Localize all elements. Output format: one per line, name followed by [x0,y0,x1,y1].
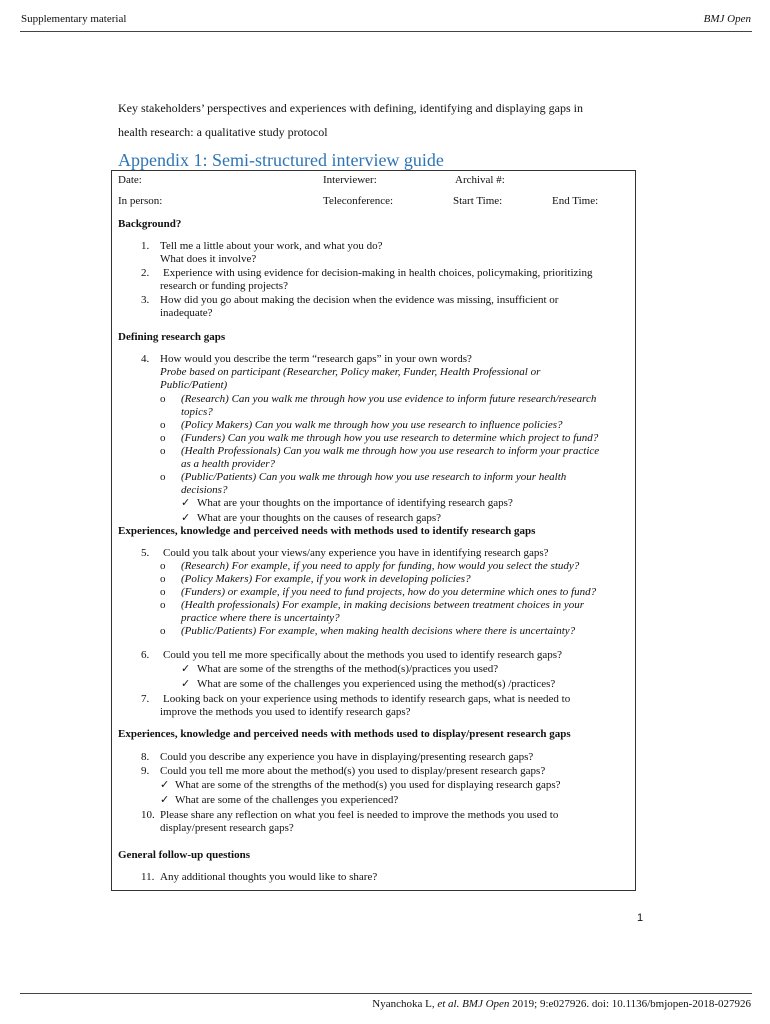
question-text: Any additional thoughts you would like to share? [160,871,378,883]
bullet-marker: o [160,393,166,405]
sub-question-text: (Funders) Can you walk me through how you use research to determine which project to fund? [181,432,599,444]
question-number: 4. [141,353,150,365]
check-item-text: What are some of the strengths of the method(s) you used for displaying research gaps? [175,779,561,791]
question-text: Looking back on your experience using methods to identify research gaps, what is needed to [163,693,571,705]
question-text: Experience with using evidence for decision-making in health choices, policymaking, prioritizing [163,267,593,279]
running-header-right: BMJ Open [703,13,751,25]
question-text: Could you talk about your views/any experience you have in identifying research gaps? [163,547,549,559]
footer-authors: Nyanchoka L, [372,998,438,1010]
question-number: 1. [141,240,150,252]
appendix-heading: Appendix 1: Semi-structured interview guide [118,150,444,170]
question-text: research or funding projects? [160,280,288,292]
question-number: 3. [141,294,150,306]
checkmark-icon: ✓ [181,663,191,675]
sub-question-text: practice where there is uncertainty? [181,612,340,624]
sub-question-text: (Policy Makers) For example, if you work in developing policies? [181,573,471,585]
question-text: display/present research gaps? [160,822,294,834]
probe-text: Public/Patient) [160,379,228,391]
check-item-text: What are your thoughts on the importance of identifying research gaps? [197,497,513,509]
bullet-marker: o [160,625,166,637]
section-heading-defining: Defining research gaps [118,331,226,343]
sub-question-text: (Health professionals) For example, in making decisions between treatment choices in your [181,599,585,611]
question-text: Could you tell me more specifically about the methods you used to identify research gaps? [163,649,562,661]
checkmark-icon: ✓ [181,497,191,509]
study-title-line-1: Key stakeholders’ perspectives and experiences with defining, identifying and displaying gaps in [118,101,583,115]
question-text: Please share any reflection on what you feel is needed to improve the methods you used to [160,809,559,821]
question-text: What does it involve? [160,253,257,265]
header-divider [20,31,752,32]
question-text: Tell me a little about your work, and what you do? [160,240,383,252]
study-title-line-2: health research: a qualitative study protocol [118,125,328,139]
question-text: How would you describe the term “research gaps” in your own words? [160,353,472,365]
interview-guide-box [111,170,636,891]
question-number: 6. [141,649,150,661]
bullet-marker: o [160,445,166,457]
sub-question-text: (Policy Makers) Can you walk me through how you use research to influence policies? [181,419,563,431]
sub-question-text: (Public/Patients) Can you walk me through how you use research to inform your health [181,471,567,483]
question-text: Could you describe any experience you have in displaying/presenting research gaps? [160,751,534,763]
teleconference-label: Teleconference: [323,195,394,207]
footer-divider [20,993,752,994]
section-heading-display: Experiences, knowledge and perceived needs with methods used to display/present research gaps [118,728,571,740]
checkmark-icon: ✓ [160,779,170,791]
sub-question-text: (Funders) or example, if you need to fund projects, how do you determine which ones to fund? [181,586,597,598]
section-heading-general: General follow-up questions [118,849,251,861]
question-number: 2. [141,267,150,279]
bullet-marker: o [160,573,166,585]
bullet-marker: o [160,432,166,444]
footer-citation: 2019; 9:e027926. doi: 10.1136/bmjopen-2018-027926 [509,998,751,1010]
footer-et-al: et al. [437,998,460,1010]
bullet-marker: o [160,599,166,611]
check-item-text: What are some of the strengths of the method(s)/practices you used? [197,663,499,675]
question-text: improve the methods you used to identify research gaps? [160,706,411,718]
archival-label: Archival #: [455,174,505,186]
bullet-marker: o [160,419,166,431]
citation-footer [372,998,751,1010]
checkmark-icon: ✓ [181,678,191,690]
sub-question-text: (Health Professionals) Can you walk me through how you use research to inform your practice [181,445,600,457]
bullet-marker: o [160,560,166,572]
bullet-marker: o [160,586,166,598]
in-person-label: In person: [118,195,163,207]
checkmark-icon: ✓ [160,794,170,806]
question-number: 10. [141,809,155,821]
running-header-left: Supplementary material [21,13,127,25]
question-text: Could you tell me more about the method(s) you used to display/present research gaps? [160,765,546,777]
sub-question-text: (Research) For example, if you need to apply for funding, how would you select the study? [181,560,580,572]
section-heading-identify: Experiences, knowledge and perceived needs with methods used to identify research gaps [118,525,536,537]
page-number: 1 [637,912,644,924]
start-time-label: Start Time: [453,195,503,207]
date-label: Date: [118,174,142,186]
sub-question-text: topics? [181,406,213,418]
check-item-text: What are some of the challenges you experienced? [175,794,399,806]
question-number: 7. [141,693,150,705]
question-number: 5. [141,547,150,559]
checkmark-icon: ✓ [181,512,191,524]
question-number: 8. [141,751,150,763]
bullet-marker: o [160,471,166,483]
probe-text: Probe based on participant (Researcher, Policy maker, Funder, Health Professional or [160,366,541,378]
question-number: 9. [141,765,150,777]
sub-question-text: as a health provider? [181,458,275,470]
sub-question-text: (Public/Patients) For example, when making health decisions where there is uncertainty? [181,625,576,637]
footer-journal: BMJ Open [459,998,510,1010]
check-item-text: What are some of the challenges you experienced using the method(s) /practices? [197,678,556,690]
question-text: How did you go about making the decision when the evidence was missing, insufficient or [160,294,559,306]
section-heading-background: Background? [118,218,182,230]
question-text: inadequate? [160,307,213,319]
question-number: 11. [141,871,155,883]
check-item-text: What are your thoughts on the causes of research gaps? [197,512,442,524]
study-title [118,96,658,144]
end-time-label: End Time: [552,195,599,207]
sub-question-text: (Research) Can you walk me through how you use evidence to inform future research/research [181,393,597,405]
sub-question-text: decisions? [181,484,228,496]
interviewer-label: Interviewer: [323,174,377,186]
